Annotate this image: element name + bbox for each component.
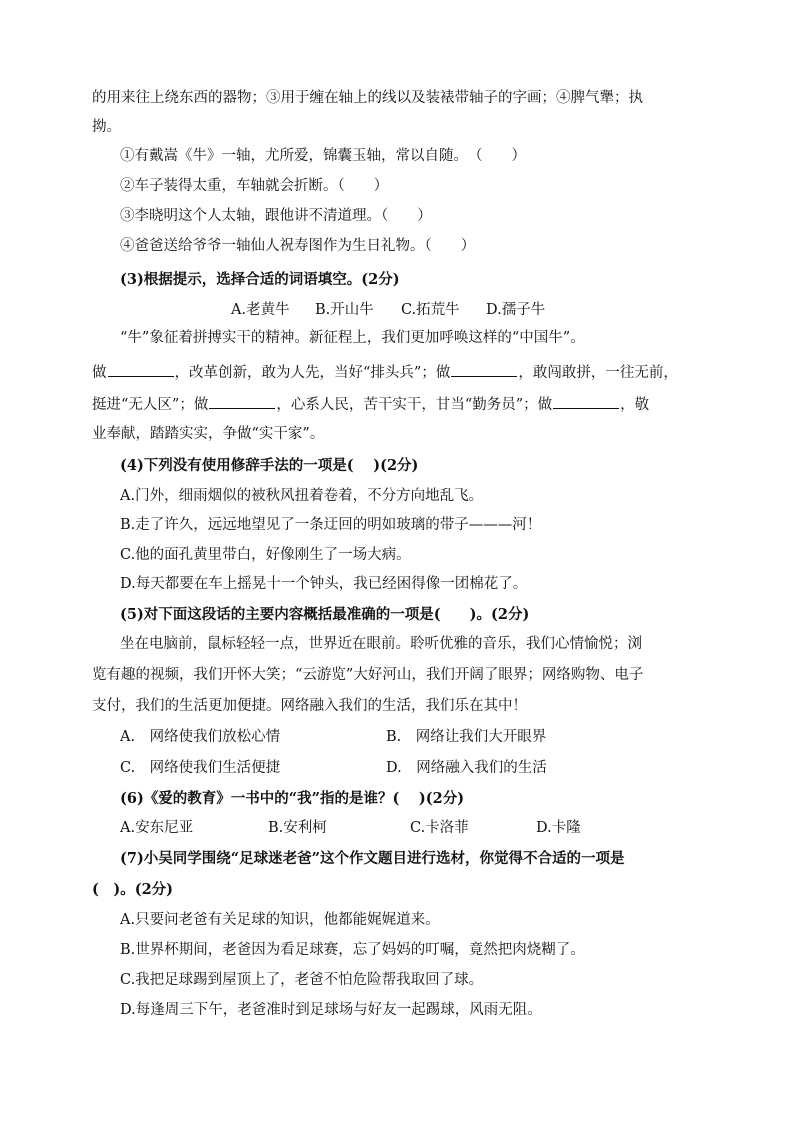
- q2-item-4: ④爸爸送给爷爷一轴仙人祝寿图作为生日礼物。（ ）: [120, 238, 476, 254]
- q3-option-a: A.老黄牛: [231, 302, 290, 318]
- q3-text: 挺进“无人区”；做: [92, 397, 209, 413]
- q3-title: (3)根据提示，选择合适的词语填空。(2分): [120, 271, 400, 288]
- q3-option-d: D.孺子牛: [486, 302, 546, 318]
- q7-option-c: C.我把足球踢到屋顶上了，老爸不怕危险帮我取回了球。: [120, 972, 484, 988]
- q4-option-d: D.每天都要在车上摇晃十一个钟头，我已经困得像一团棉花了。: [120, 576, 528, 592]
- q5-option-a: A. 网络使我们放松心情: [120, 729, 281, 745]
- q3-para-4: 业奉献，踏踏实实，争做“实干家”。: [92, 426, 325, 442]
- q6-option-a: A.安东尼亚: [120, 820, 194, 836]
- q3-text: ，心系人民，苦干实干，甘当“勤务员”；做: [276, 397, 553, 413]
- blank-4[interactable]: [553, 394, 619, 409]
- q3-text: ，敢闯敢拼，一往无前，: [518, 365, 678, 381]
- q7-option-d: D.每逢周三下午，老爸准时到足球场与好友一起踢球，风雨无阻。: [120, 1002, 542, 1018]
- q3-para-1: “牛”象征着拼搏实干的精神。新征程上，我们更加呼唤这样的“中国牛”。: [120, 330, 585, 346]
- q4-option-b: B.走了许久，远远地望见了一条迂回的明如玻璃的带子———河！: [120, 517, 542, 533]
- q7-title-line-1: (7)小吴同学围绕“足球迷老爸”这个作文题目进行选材，你觉得不合适的一项是: [120, 850, 625, 867]
- q5-option-c: C. 网络使我们生活便捷: [120, 760, 281, 776]
- q3-text: ，改革创新，敢为人先，当好“排头兵”；做: [174, 365, 451, 381]
- q2-item-2: ②车子装得太重，车轴就会折断。（ ）: [120, 178, 389, 194]
- q3-text: ，敬: [620, 397, 650, 413]
- q4-title: (4)下列没有使用修辞手法的一项是( )(2分): [120, 457, 419, 474]
- q5-para-2: 览有趣的视频，我们开怀大笑；“云游览”大好河山，我们开阔了眼界；网络购物、电子: [92, 667, 644, 683]
- blank-3[interactable]: [209, 394, 275, 409]
- q7-option-a: A.只要问老爸有关足球的知识，他都能娓娓道来。: [120, 912, 440, 928]
- q5-option-d: D. 网络融入我们的生活: [386, 760, 547, 776]
- q5-title: (5)对下面这段话的主要内容概括最准确的一项是( )。(2分): [120, 606, 530, 623]
- q3-option-c: C.拓荒牛: [401, 302, 460, 318]
- intro-line-1: 的用来往上绕东西的器物；③用于缠在轴上的线以及装裱带轴子的字画；④脾气犟；执: [92, 90, 643, 106]
- q4-option-a: A.门外，细雨烟似的被秋风扭着卷着，不分方向地乱飞。: [120, 488, 484, 504]
- q3-para-2: [92, 362, 678, 383]
- q3-option-b: B.开山牛: [315, 302, 374, 318]
- q3-text: 做: [92, 365, 107, 381]
- q3-para-3: [92, 394, 649, 415]
- q7-option-b: B.世界杯期间，老爸因为看足球赛，忘了妈妈的叮嘱，竟然把肉烧糊了。: [120, 942, 585, 958]
- q2-item-1: ①有戴嵩《牛》一轴，尤所爱，锦囊玉轴，常以自随。 （ ）: [120, 148, 526, 164]
- q6-option-c: C.卡洛菲: [410, 820, 469, 836]
- q5-para-3: 支付，我们的生活更加便捷。网络融入我们的生活，我们乐在其中！: [92, 698, 527, 714]
- blank-1[interactable]: [108, 362, 174, 377]
- q6-title: (6)《爱的教育》一书中的“我”指的是谁？( )(2分): [120, 790, 465, 807]
- intro-line-2: 拗。: [92, 119, 121, 135]
- q7-title-line-2: ( )。(2分): [92, 881, 174, 898]
- q5-para-1: 坐在电脑前，鼠标轻轻一点，世界近在眼前。聆听优雅的音乐，我们心情愉悦；浏: [120, 636, 642, 652]
- q5-option-b: B. 网络让我们大开眼界: [386, 729, 547, 745]
- q4-option-c: C.他的面孔黄里带白，好像刚生了一场大病。: [120, 547, 411, 563]
- q2-item-3: ③李晓明这个人太轴，跟他讲不清道理。（ ）: [120, 208, 432, 224]
- blank-2[interactable]: [451, 362, 517, 377]
- q6-option-d: D.卡隆: [536, 820, 581, 836]
- q6-option-b: B.安利柯: [268, 820, 327, 836]
